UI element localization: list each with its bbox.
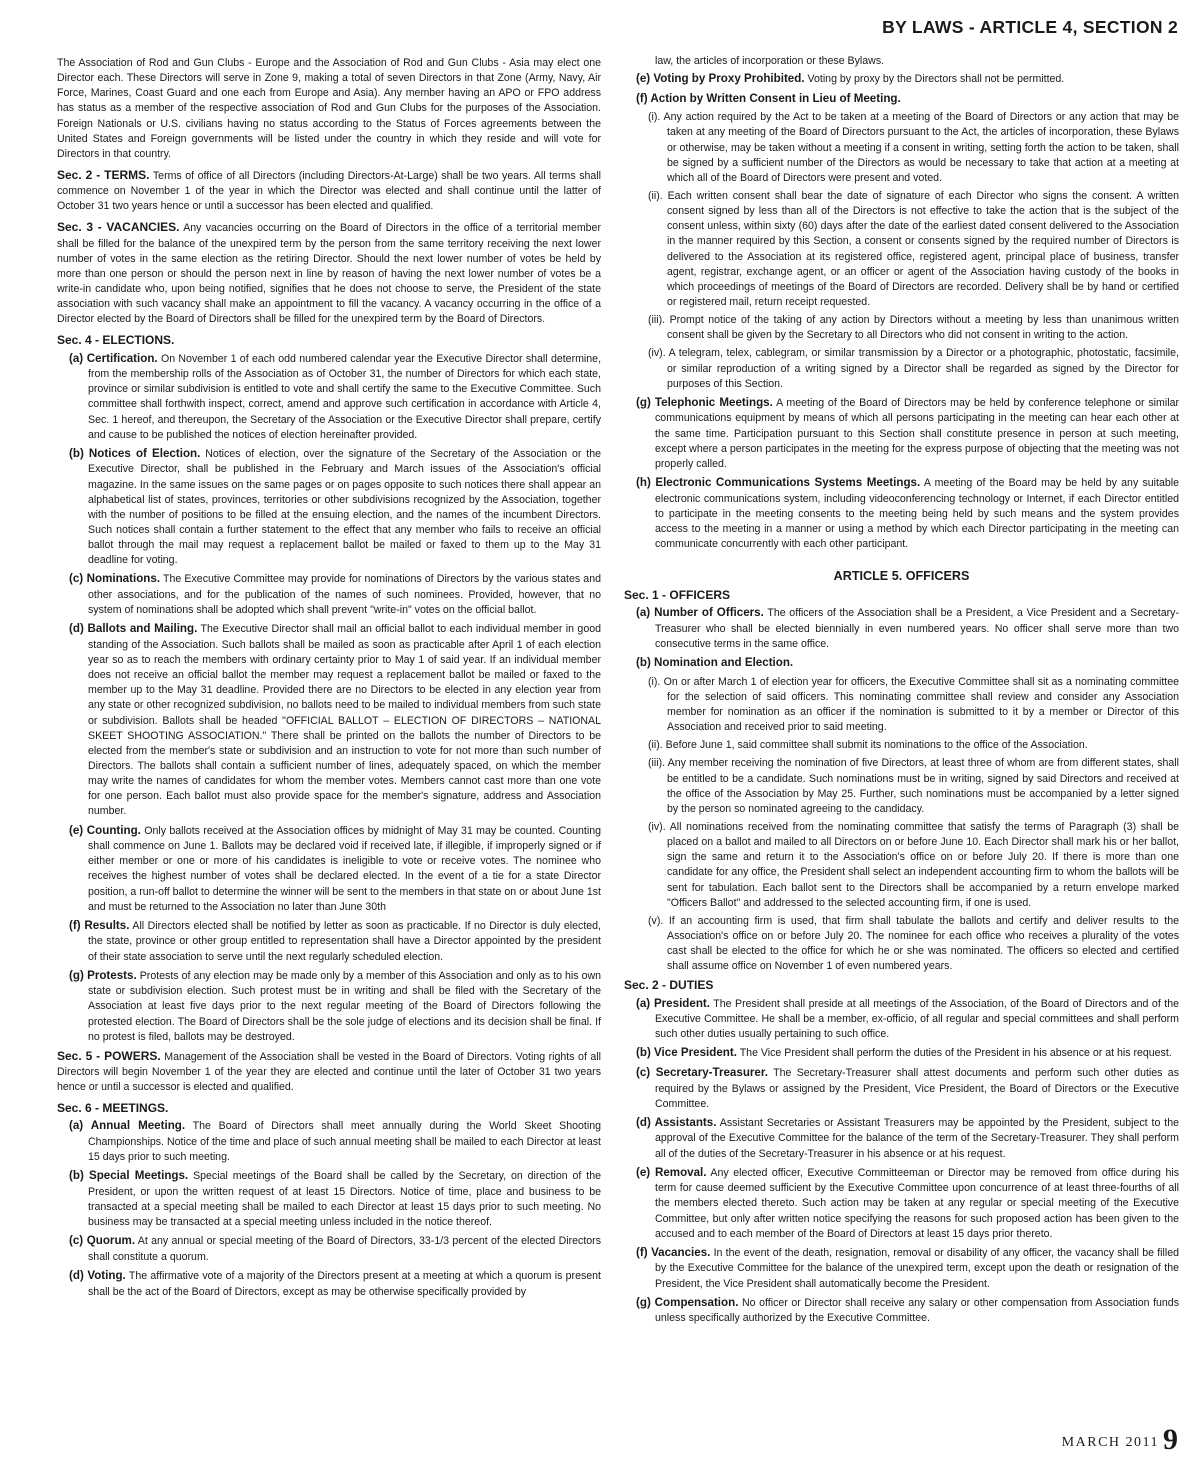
- subclause-text: Each written consent shall bear the date of signature of each Director who signs the consent. A written consent signed by less than all of the Directors is not effective to take the action that is the subject of the consent unless, within sixty (60) days after the date of the earliest dated consent delivered to the Association in the manner required by this Section, a consent or consents signed by the required number of Directors is delivered to the Association at its registered office, registered agent, principal place of business, transfer agent, registrar, exchange agent, or an officer or agent of the Association having custody of the books in which proceedings of meetings of the Board of Directors are recorded. Delivery shall be by hand or certified or registered mail, return receipt requested.: [662, 190, 1179, 308]
- article-5-title: ARTICLE 5. OFFICERS: [833, 569, 970, 584]
- clause-vice-president: [636, 1045, 1179, 1062]
- subclause-number: (iii).: [648, 314, 666, 327]
- subclause-text: All nominations received from the nominating committee that satisfy the terms of Paragraph (3) shall be placed on a ballot and mailed to all Directors on or before June 10. Each Director shall mark his or her ballot, sign the same and return it to the Association's office on or before July 20. If there is more than one candidate for any office, the President shall select an independent accounting firm to whom the ballots will be sent for tabulation. Each ballot sent to the Directors shall be accompanied by a return envelope marked "Officers Ballot" and addressed to the selected accounting firm, if one is used.: [665, 820, 1179, 909]
- subclause-number: (i).: [648, 111, 661, 124]
- clause-certification: [69, 351, 601, 443]
- page-header: BY LAWS - ARTICLE 4, SECTION 2: [882, 17, 1178, 37]
- clause-text: Protests of any election may be made only by a member of this Association and only as to his own state or subdivision election. Such protest must be in writing and shall be filed with the Secretary of the Association at least five days prior to the next regular meeting of the Board of Directors following the protested election. The Board of Directors shall be the sole judge of elections and its decision shall be final. If no protest is filed, ballots may be destroyed.: [88, 969, 601, 1043]
- clause-text: All Directors elected shall be notified by letter as soon as practicable. If no Director is duly elected, the state, province or other group entitled to representation shall have a Director appointed by the president of their state association to serve until the next regularly scheduled election.: [88, 919, 602, 963]
- subclause: [648, 756, 1179, 817]
- right-column: [624, 54, 1179, 1329]
- clause-text: The Secretary-Treasurer shall attest documents and perform such other duties as required by the Bylaws or assigned by the President, Vice President, the Board of Directors or the Executive Committee.: [655, 1066, 1179, 1110]
- clause-telephonic-meetings: [636, 395, 1179, 472]
- subclause-text: Any action required by the Act to be taken at a meeting of the Board of Directors or any action that may be taken at any meeting of the Board of Directors pursuant to the Act, the articles of incorporation, these Bylaws or otherwise, may be taken without a meeting if a consent in writing, setting forth the action to be taken, shall be signed by a sufficient number of the Directors as would be necessary to take that action at a meeting at which all of the Board of Directors were present and voted.: [660, 111, 1179, 184]
- clause-label: (a) President.: [636, 996, 710, 1010]
- clause-label: (d) Ballots and Mailing.: [69, 622, 198, 636]
- clause-label: (b) Special Meetings.: [69, 1169, 189, 1183]
- clause-text: The officers of the Association shall be a President, a Vice President and a Secretary-Treasurer who shall be elected biennially in even numbered years. No officer shall serve more than two consecutive terms in the same office.: [655, 607, 1179, 650]
- page-number: 9: [1163, 1423, 1178, 1456]
- clause-label: (f) Vacancies.: [636, 1245, 711, 1259]
- clause-number-of-officers: [636, 605, 1179, 652]
- subclause-text: A telegram, telex, cablegram, or similar transmission by a Director or a photographic, photostatic, facsimile, or similar reproduction of a writing signed by a Director shall be regarded as signed by the Director for purposes of this Section.: [665, 347, 1179, 390]
- subclause-text: Any member receiving the nomination of five Directors, at least three of whom are from different states, shall be entitled to be a candidate. Such nominations must be in writing, signed by said Directors and received at the office of the Association by May 25. Further, such nominations must be accompanied by a letter signed by the person so nominated agreeing to the candidacy.: [665, 757, 1179, 815]
- clause-label: (c) Secretary-Treasurer.: [636, 1065, 768, 1079]
- sec3-vacancies: [57, 219, 601, 327]
- page-footer: [1062, 1423, 1178, 1457]
- clause-text: Assistant Secretaries or Assistant Treasurers may be appointed by the President, subject to the approval of the Executive Committee for the balance of the term of the Secretary-Treasurer. They shall perform all of the duties of the Secretary-Treasurer in his absence or at his request.: [655, 1116, 1180, 1160]
- subclause: [648, 313, 1179, 343]
- clause-text: No officer or Director shall receive any salary or other compensation from Association funds unless specifically authorized by the Executive Committee.: [655, 1296, 1179, 1325]
- clause-secretary-treasurer: [636, 1065, 1179, 1112]
- clause-text: Voting by proxy by the Directors shall not be permitted.: [804, 73, 1065, 86]
- clause-protests: [69, 968, 601, 1045]
- clause-counting: [69, 823, 601, 915]
- subclause-number: (ii).: [648, 739, 663, 752]
- clause-notices-of-election: [69, 446, 601, 569]
- subclause: [648, 820, 1179, 911]
- subclause: [648, 675, 1179, 736]
- clause-assistants: [636, 1115, 1179, 1162]
- clause-text: Notices of election, over the signature of the Secretary of the Association or the Executive Director, shall be published in the February and March issues of the Association's official magazine. In the same issues on the same pages or on pages opposite to such notices there shall appear an alphabetical list of states, provinces, territories or other subdivisions recognized by the Association, together with the number of positions to be filled at the ensuing election, and the names of the incumbent Directors. Such notices shall contain a further statement to the effect that any member who fails to receive an official ballot through the mail may request a replacement ballot be mailed or faxed to them up to the May 31 deadline for voting.: [88, 447, 602, 567]
- issue-date: MARCH 2011: [1061, 1435, 1159, 1450]
- clause-compensation: [636, 1295, 1179, 1327]
- clause-results: [69, 918, 601, 965]
- continued-text: law, the articles of incorporation or these Bylaws.: [655, 55, 885, 67]
- section-label: Sec. 3 - VACANCIES.: [57, 220, 180, 235]
- subclause-text: On or after March 1 of election year for officers, the Executive Committee shall sit as a nominating committee for the selection of said officers. This nominating committee shall review and consider any Association member for nomination as an officer if the nomination is submitted to it by a member or Director of this Association and received prior to said meeting.: [660, 675, 1179, 734]
- clause-text: The Board of Directors shall meet annually during the World Skeet Shooting Championships. Notice of the time and place of such annual meeting shall be mailed to each Director at least 15 days prior to such meeting.: [88, 1120, 601, 1164]
- clause-text: Only ballots received at the Association offices by midnight of May 31 may be counted. Counting shall commence on June 1. Ballots may be declared void if received late, if illegible, if improperly signed or if either member or one or more of his candidates is ineligible to vote or receive votes. The nominee who receives the highest number of votes shall be declared elected. In the event of a tie for a state Director position, a run-off ballot to determine the winner will be sent to the members in that state on or about June 1st and must be returned to the Association no later than June 30th: [88, 824, 601, 913]
- clause-text: The affirmative vote of a majority of the Directors present at a meeting at which a quorum is present shall be the act of the Board of Directors, except as may be otherwise specifically provided by: [88, 1270, 601, 1298]
- clause-label: (f) Results.: [69, 918, 130, 932]
- section-text: Terms of office of all Directors (including Directors-At-Large) shall be two years. All terms shall commence on November 1 of the year in which the Director was elected and shall continue until the latter of October 31 two years hence or until a successor has been elected and qualified.: [57, 169, 601, 213]
- section-label: Sec. 2 - TERMS.: [57, 167, 150, 182]
- subclause-number: (i).: [648, 675, 661, 688]
- subclause-number: (v).: [648, 914, 664, 927]
- clause-label: (b) Nomination and Election.: [636, 656, 794, 670]
- clause-text: In the event of the death, resignation, removal or disability of any officer, the vacancy shall be filled by the Executive Committee for the balance of the unexpired term, except upon the death or resignation of the President, the Vice President shall automatically become the President.: [655, 1246, 1179, 1290]
- subclause-text: If an accounting firm is used, that firm shall tabulate the ballots and certify and deliver results to the Association's office on or before July 20. The nominee for each office who receives a plurality of the votes cast shall be elected to the office for which he or she was nominated. The officers so elected and certified shall assume office on November 1 of even numbered years.: [663, 914, 1179, 973]
- clause-text: The President shall preside at all meetings of the Association, of the Board of Directors and of the Executive Committee. He shall be a member, ex-officio, of all regular and special committees and shall perform such other duties usually pertaining to such office.: [655, 997, 1179, 1041]
- clause-label: (e) Voting by Proxy Prohibited.: [636, 72, 805, 86]
- clause-quorum: [69, 1233, 601, 1265]
- clause-voting: [69, 1268, 601, 1300]
- clause-ballots-and-mailing: [69, 621, 601, 819]
- a5-sec1-heading: Sec. 1 - OFFICERS: [624, 588, 731, 603]
- clause-text: Special meetings of the Board shall be called by the Secretary, on direction of the President, or upon the written request of at least 15 Directors. Notice of time, place and business to be transacted at a special meeting shall be mailed to each Director at least 15 days prior to such meeting. No business may be transacted at a special meeting unless included in the notice thereof.: [88, 1170, 601, 1229]
- clause-label: (f) Action by Written Consent in Lieu of Meeting.: [636, 91, 901, 105]
- subclause-number: (iv).: [648, 820, 666, 833]
- subclause-text: Prompt notice of the taking of any action by Directors without a meeting by less than unanimous written consent shall be given by the Secretary to all Directors who did not consent in writing to the action.: [665, 314, 1179, 342]
- clause-written-consent: [636, 91, 1179, 108]
- clause-text: The Executive Committee may provide for nominations of Directors by the various states and other associations, and for the publication of the names of such nominees. Provided, however, that no system of nominations shall be adopted which shall prevent "write-in" votes on the official ballot.: [88, 573, 601, 617]
- clause-president: [636, 996, 1179, 1043]
- clause-text: The Vice President shall perform the duties of the President in his absence or at his request.: [736, 1047, 1172, 1060]
- clause-nominations: [69, 571, 601, 618]
- clause-label: (a) Number of Officers.: [636, 606, 764, 620]
- subclause-number: (iv).: [648, 347, 666, 360]
- clause-label: (g) Compensation.: [636, 1295, 739, 1309]
- subclause: [648, 346, 1179, 391]
- a5-sec2-heading: Sec. 2 - DUTIES: [624, 978, 714, 993]
- clause-label: (a) Certification.: [69, 351, 158, 365]
- subclause: [648, 914, 1179, 975]
- clause-text: A meeting of the Board of Directors may be held by conference telephone or similar communications equipment by means of which all persons participating in the meeting can hear each other at the same time. Participation pursuant to this Section shall constitute presence in person at such meeting, except where a person participates in the meeting for the express purpose of objecting that the meeting was not properly called.: [655, 396, 1179, 470]
- clause-removal: [636, 1165, 1179, 1242]
- clause-text: The Executive Director shall mail an official ballot to each individual member in good standing of the Association. Such ballots shall be mailed as soon as practicable after April 1 of each election year so as to reach the members with ordinary certainty prior to May 1 of said year. If an individual member does not receive an official ballot the member may request a replacement ballot be mailed or faxed to the member up to the May 31 deadline. Provided there are no Directors to be elected in any election year from any state or other recognized subdivision, no ballots need to be mailed to individual members from such state or subdivision. Ballots shall be headed "OFFICIAL BALLOT – ELECTION OF DIRECTORS – NATIONAL SKEET SHOOTING ASSOCIATION." There shall be printed on the ballots the number of Directors to be elected from the member's state or subdivision and an instruction to vote for not more than such number of Directors. The ballots shall contain a sufficient number of lines, adequately spaced, on which the member may write the names of candidates for whom the member votes. Members cannot cast more than one vote for one person. Each ballot must also provide space for the member's signature, address and Association number.: [88, 623, 601, 818]
- clause-label: (b) Notices of Election.: [69, 446, 201, 460]
- clause-text: A meeting of the Board may be held by any suitable electronic communications system, including videoconferencing technology or Internet, if each Director entitled to participate in the meeting consents to the meeting being held by such means and the system provides access to the meeting in a manner or using a method by which each Director participating in the meeting can communicate concurrently with each other participant.: [655, 476, 1180, 550]
- clause-label: (h) Electronic Communications Systems Meetings.: [636, 475, 921, 489]
- clause-special-meetings: [69, 1168, 601, 1230]
- clause-vacancies: [636, 1245, 1179, 1292]
- clause-label: (g) Telephonic Meetings.: [636, 395, 773, 409]
- clause-text: On November 1 of each odd numbered calendar year the Executive Director shall determine, from the membership rolls of the Association as of October 31, the number of Directors for which each state, province or similar subdivision is entitled to vote and shall certify the same to the Executive Committee. Such committee shall forthwith inspect, correct, amend and approve such certification in accordance with Article 4, Sec. 1 hereof, and thereupon, the Secretary of the Association or the Executive Director shall prepare, certify and cause to be published the notices of election hereinafter provided.: [88, 352, 602, 441]
- sec5-powers: [57, 1048, 601, 1095]
- clause-label: (d) Voting.: [69, 1269, 126, 1282]
- subclause: [648, 110, 1179, 186]
- clause-voting-by-proxy: [636, 71, 1179, 88]
- sec4-heading: Sec. 4 - ELECTIONS.: [57, 333, 175, 348]
- clause-label: (e) Counting.: [69, 823, 141, 837]
- clause-label: (e) Removal.: [636, 1165, 707, 1179]
- subclause: [648, 738, 1179, 753]
- subclause-number: (ii).: [648, 190, 663, 202]
- clause-electronic-meetings: [636, 475, 1179, 552]
- clause-label: (c) Nominations.: [69, 572, 161, 586]
- clause-nomination-and-election: [636, 655, 1179, 672]
- intro-paragraph: The Association of Rod and Gun Clubs - Europe and the Association of Rod and Gun Clubs - Asia may elect one Director each. These Directors will serve in Zone 9, making a total of seven Directors in that Zone (Army, Navy, Air Force, Marines, Coast Guard and one each from Europe and Asia). Any member having an APO or FPO address has status as a member of the respective association of Rod and Gun Clubs for the purposes of the Association. Foreign Nationals or U.S. civilians having no status according to the Status of Forces agreements between the United States and Foreign governments will be listed under the country in which they reside and will vote for Directors in that country.: [57, 57, 601, 160]
- clause-label: (a) Annual Meeting.: [69, 1119, 186, 1133]
- clause-label: (d) Assistants.: [636, 1115, 717, 1129]
- section-text: Any vacancies occurring on the Board of Directors in the office of a territorial member shall be filled for the balance of the unexpired term by the person from the same territory receiving the next lower number of votes in the same election as the retiring Director. Should the next lower number of votes be held by more than one person or should the person next in line by reason of having the next lower number of votes be a write-in candidate who, upon being notified, signifies that he does not choose to serve, the President of the state association with such vacancy shall make an appointment to fill the vacancy. A vacancy occurring in the office of a Director elected by the Board of Directors shall be filled for the unexpired term by the Board of Directors.: [57, 222, 601, 326]
- clause-annual-meeting: [69, 1118, 601, 1165]
- clause-label: (b) Vice President.: [636, 1046, 737, 1060]
- sec2-terms: [57, 167, 601, 214]
- clause-text: At any annual or special meeting of the Board of Directors, 33-1/3 percent of the elected Directors shall constitute a quorum.: [88, 1235, 601, 1263]
- left-column: [57, 56, 601, 1303]
- sec6-heading: Sec. 6 - MEETINGS.: [57, 1101, 169, 1116]
- clause-text: Any elected officer, Executive Committeeman or Director may be removed from office during his term for cause deemed sufficient by the Executive Committee upon concurrence of at least three-fourths of all the members elected thereto. Such action may be taken at any regular or special meeting of the Executive Committee, but only after written notice specifying the reasons for such proposed action has been given to the accused and to each member of the Board of Directors at least 15 days prior thereto.: [655, 1166, 1179, 1240]
- section-label: Sec. 5 - POWERS.: [57, 1048, 161, 1063]
- clause-label: (g) Protests.: [69, 968, 137, 982]
- subclause-text: Before June 1, said committee shall submit its nominations to the office of the Association.: [662, 739, 1088, 752]
- section-text: Management of the Association shall be vested in the Board of Directors. Voting rights of all Directors will begin November 1 of the year they are elected and continue until the later of October 31 two years hence or until a successor is elected and qualified.: [57, 1050, 602, 1094]
- subclause-number: (iii).: [648, 757, 666, 770]
- subclause: [648, 189, 1179, 310]
- clause-label: (c) Quorum.: [69, 1234, 136, 1248]
